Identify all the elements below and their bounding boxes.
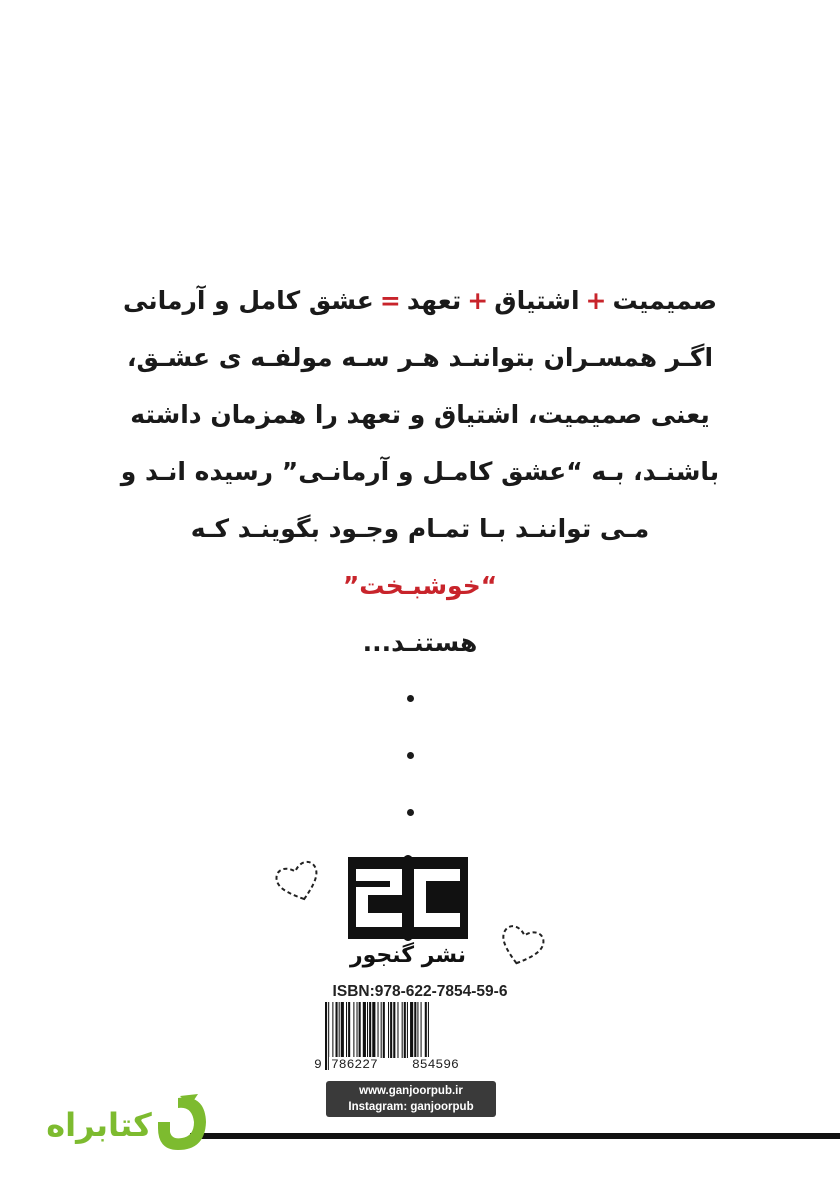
barcode-bar: [407, 1002, 408, 1058]
barcode-bar: [339, 1002, 340, 1058]
formula-line: [90, 272, 750, 329]
formula-commitment: تعهد: [406, 286, 462, 315]
barcode-bar: [332, 1002, 333, 1058]
barcode-bar: [410, 1002, 413, 1058]
barcode-bar: [388, 1002, 389, 1058]
dashed-heart-left-icon: [270, 852, 326, 908]
barcode-bar: [393, 1002, 395, 1058]
closing-line: هستنـد...: [362, 628, 478, 657]
barcode-digits-left: 786227: [331, 1057, 378, 1072]
barcode-bar: [369, 1002, 371, 1058]
barcode-bar: [357, 1002, 358, 1058]
formula-passion: اشتیاق: [494, 286, 580, 315]
equals-sign: =: [379, 286, 401, 315]
barcode-bar: [348, 1002, 350, 1058]
barcode-bar: [381, 1002, 382, 1058]
body-line-2: اگـر همسـران بتواننـد هـر سـه مولفـه ی عشـق،: [126, 343, 714, 372]
barcode-bar: [359, 1002, 361, 1058]
barcode-bar: [325, 1002, 327, 1070]
barcode-bar: [353, 1002, 354, 1058]
bottom-rule: [190, 1133, 840, 1139]
cover-text: [90, 272, 750, 671]
barcode-digit-lead: 9: [314, 1057, 322, 1072]
ellipsis-dot: [407, 695, 414, 702]
barcode-bar: [421, 1002, 422, 1058]
ellipsis-dot: [407, 809, 414, 816]
isbn-label: ISBN:978-622-7854-59-6: [332, 983, 508, 1000]
publisher-contact-box: [326, 1081, 496, 1117]
website-url: www.ganjoorpub.ir: [359, 1085, 463, 1097]
publisher-name: نشر گنجور: [349, 943, 467, 968]
barcode-bar: [402, 1002, 403, 1058]
barcode-bar: [336, 1002, 338, 1058]
barcode-bar: [367, 1002, 368, 1058]
barcode-bar: [346, 1002, 347, 1058]
dashed-heart-right-icon: [494, 916, 550, 972]
body-line-3: یعنی صمیمیت، اشتیاق و تعهد را همزمان داشته: [130, 400, 710, 429]
plus-sign: +: [585, 286, 607, 315]
highlight-word: “خوشبـخت”: [342, 571, 498, 600]
barcode-bar: [363, 1002, 366, 1058]
formula-result: عشق کامل و آرمانی: [122, 286, 374, 315]
barcode-bar: [341, 1002, 344, 1058]
body-line-4: باشنـد، بـه “عشق کامـل و آرمانـی” رسیده انـد و: [120, 457, 720, 486]
barcode-bar: [404, 1002, 406, 1058]
barcode-bar: [417, 1002, 418, 1058]
barcode-bar: [397, 1002, 398, 1058]
plus-sign: +: [467, 286, 489, 315]
watermark-text: کتابراه: [46, 1106, 152, 1144]
formula-intimacy: صمیمیت: [612, 286, 718, 315]
barcode-bar: [390, 1002, 392, 1058]
barcode-bar: [414, 1002, 416, 1058]
barcode-digits-right: 854596: [412, 1057, 459, 1072]
body-line-5: مـی تواننـد بـا تمـام وجـود بگوینـد کـه: [190, 514, 650, 543]
barcode-bar: [372, 1002, 375, 1058]
barcode-bar: [383, 1002, 385, 1058]
instagram-handle: Instagram: ganjoorpub: [348, 1101, 474, 1113]
ellipsis-dot: [407, 752, 414, 759]
